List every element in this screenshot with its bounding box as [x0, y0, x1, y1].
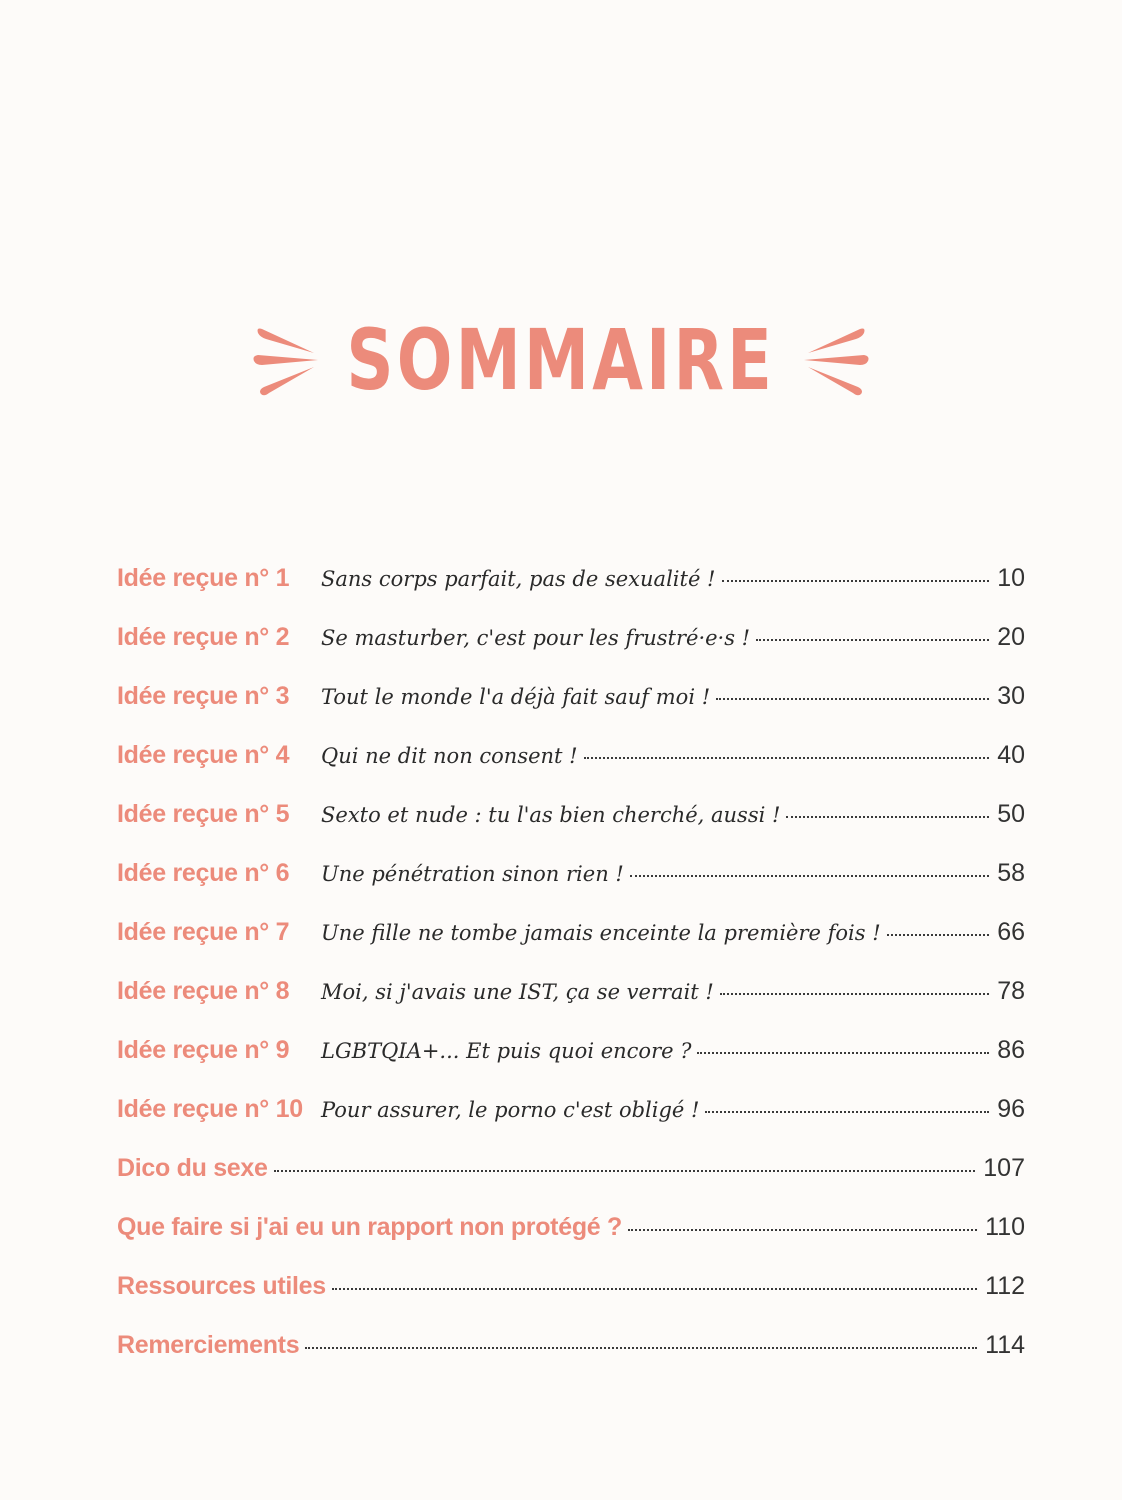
page-number: 78 [997, 977, 1025, 1005]
toc-title: Se masturber, c'est pour les frustré·e·s ! [321, 626, 751, 650]
toc-row[interactable] [117, 800, 1025, 859]
dot-leader [697, 1052, 989, 1054]
toc-title: Une pénétration sinon rien ! [321, 862, 624, 886]
toc-label: Ressources utiles [117, 1272, 326, 1300]
toc-title: Sans corps parfait, pas de sexualité ! [321, 567, 716, 591]
toc-label: Idée reçue n° 2 [117, 623, 290, 651]
toc-row[interactable] [117, 1095, 1025, 1154]
toc-row-extra[interactable] [117, 1331, 1025, 1390]
dot-leader [720, 993, 989, 995]
toc-row[interactable] [117, 623, 1025, 682]
toc-label: Idée reçue n° 7 [117, 918, 290, 946]
toc-row[interactable] [117, 564, 1025, 623]
toc-label: Idée reçue n° 4 [117, 741, 290, 769]
toc-label: Idée reçue n° 3 [117, 682, 290, 710]
page-number: 86 [997, 1036, 1025, 1064]
table-of-contents [117, 564, 1025, 1390]
page-number: 30 [997, 682, 1025, 710]
dot-leader [630, 875, 989, 877]
toc-title: LGBTQIA+... Et puis quoi encore ? [321, 1039, 692, 1063]
toc-label: Idée reçue n° 1 [117, 564, 290, 592]
page-number: 114 [985, 1331, 1025, 1359]
dot-leader [332, 1288, 977, 1290]
dot-leader [722, 580, 990, 582]
toc-row-extra[interactable] [117, 1154, 1025, 1213]
page-number: 66 [997, 918, 1025, 946]
toc-row[interactable] [117, 977, 1025, 1036]
dot-leader [305, 1347, 977, 1349]
dot-leader [786, 816, 989, 818]
page-number: 110 [985, 1213, 1025, 1241]
toc-row[interactable] [117, 741, 1025, 800]
toc-row[interactable] [117, 682, 1025, 741]
toc-title: Qui ne dit non consent ! [321, 744, 578, 768]
page-number: 107 [983, 1154, 1025, 1182]
left-burst-icon [252, 315, 326, 405]
toc-row[interactable] [117, 859, 1025, 918]
toc-title: Une fille ne tombe jamais enceinte la première fois ! [321, 921, 881, 945]
toc-title: Sexto et nude : tu l'as bien cherché, aussi ! [321, 803, 781, 827]
toc-row-extra[interactable] [117, 1213, 1025, 1272]
toc-label: Remerciements [117, 1331, 300, 1359]
page-number: 10 [997, 564, 1025, 592]
page-number: 40 [997, 741, 1025, 769]
page-number: 58 [997, 859, 1025, 887]
toc-title: Pour assurer, le porno c'est obligé ! [321, 1098, 700, 1122]
dot-leader [716, 698, 989, 700]
toc-title: Moi, si j'avais une IST, ça se verrait ! [321, 980, 714, 1004]
toc-row[interactable] [117, 918, 1025, 977]
title-block [0, 300, 1122, 420]
toc-label: Idée reçue n° 9 [117, 1036, 290, 1064]
right-burst-icon [796, 315, 870, 405]
dot-leader [628, 1229, 977, 1231]
dot-leader [274, 1170, 976, 1172]
toc-label: Dico du sexe [117, 1154, 268, 1182]
page-number: 112 [985, 1272, 1025, 1300]
toc-label: Idée reçue n° 10 [117, 1095, 303, 1123]
toc-row[interactable] [117, 1036, 1025, 1095]
dot-leader [584, 757, 990, 759]
toc-row-extra[interactable] [117, 1272, 1025, 1331]
page-number: 20 [997, 623, 1025, 651]
dot-leader [756, 639, 989, 641]
page-number: 50 [997, 800, 1025, 828]
toc-label: Que faire si j'ai eu un rapport non protégé ? [117, 1213, 623, 1241]
dot-leader [887, 934, 990, 936]
toc-title: Tout le monde l'a déjà fait sauf moi ! [321, 685, 711, 709]
toc-label: Idée reçue n° 6 [117, 859, 290, 887]
page-title: SOMMAIRE [346, 311, 776, 409]
page-number: 96 [997, 1095, 1025, 1123]
toc-label: Idée reçue n° 8 [117, 977, 290, 1005]
dot-leader [705, 1111, 989, 1113]
toc-label: Idée reçue n° 5 [117, 800, 290, 828]
